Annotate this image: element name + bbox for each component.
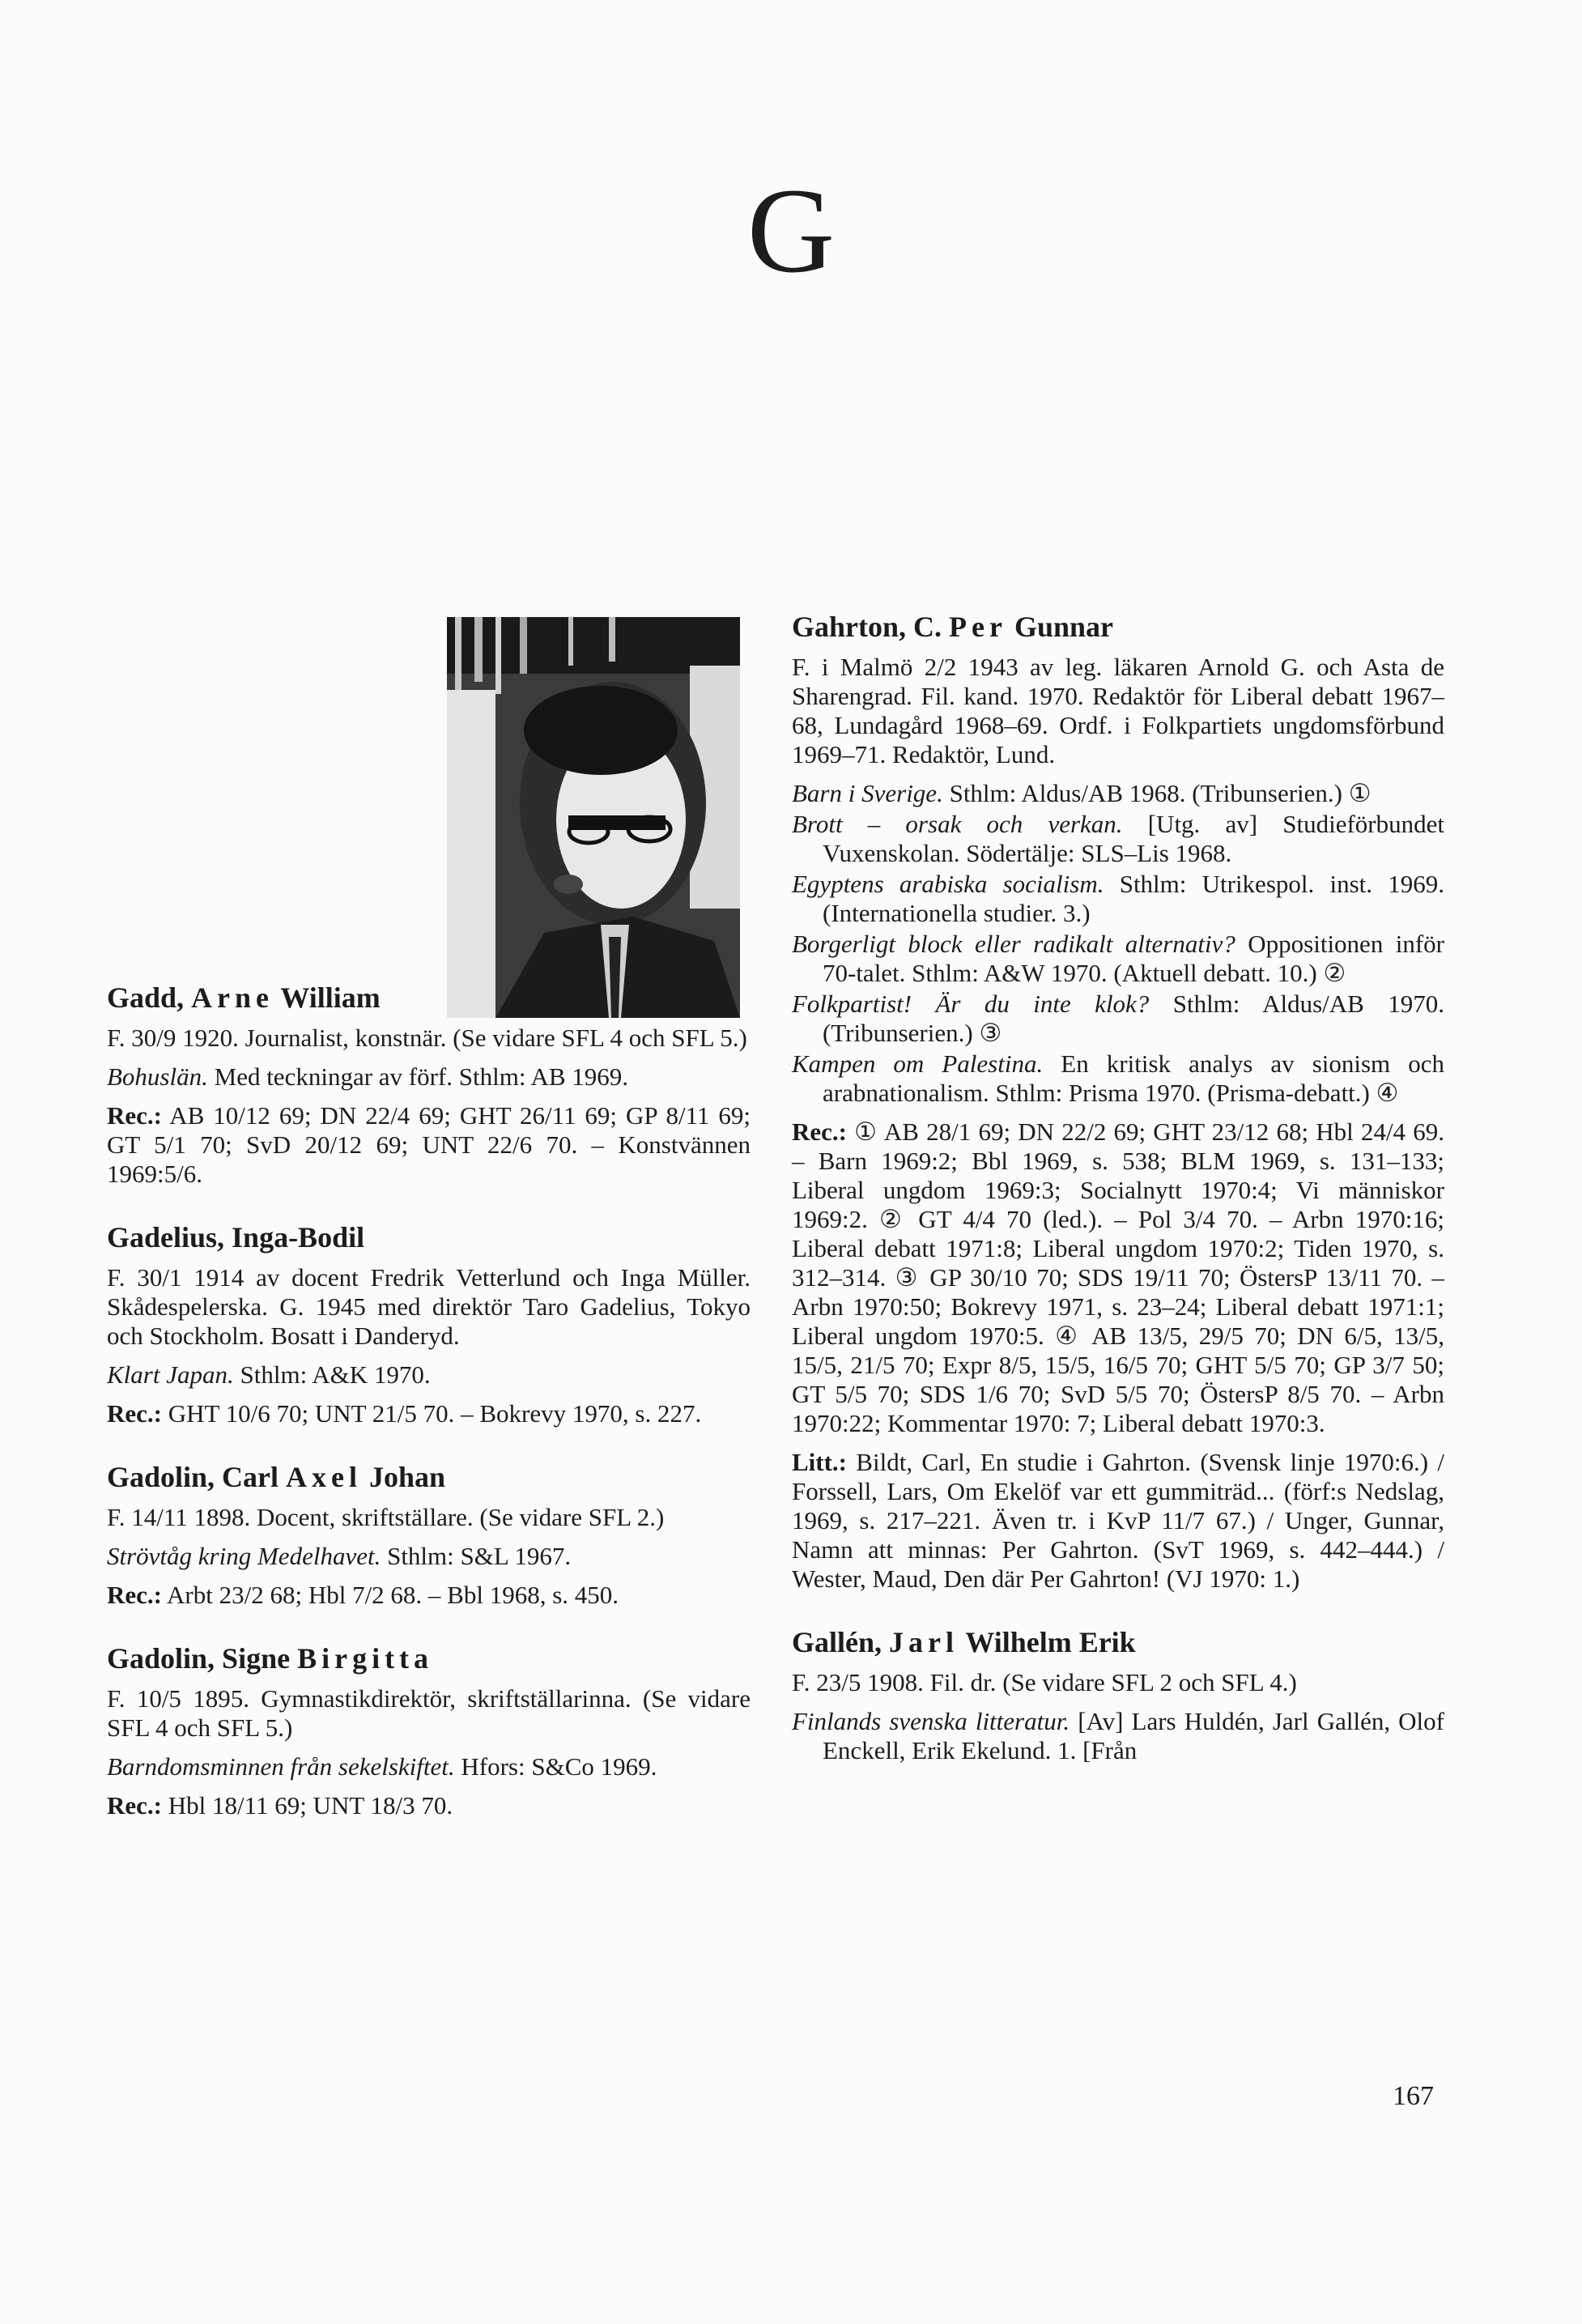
entry-heading bbox=[107, 1459, 751, 1495]
work-title: Kampen om Palestina. bbox=[792, 1049, 1044, 1078]
work-details: Med teckningar av förf. Sthlm: AB 1969. bbox=[207, 1062, 629, 1091]
entry-name-called: Birgitta bbox=[297, 1642, 434, 1675]
work-details: [Utg. av] Studieförbundet Vuxenskolan. Södertälje: SLS–Lis 1968. bbox=[823, 810, 1444, 867]
entry-reviews bbox=[792, 1117, 1444, 1438]
entry-work bbox=[107, 1752, 751, 1781]
entry-name-surname: Gadolin, Carl bbox=[107, 1461, 287, 1493]
entry-reviews bbox=[107, 1399, 751, 1428]
entry-work bbox=[792, 990, 1444, 1048]
entry-name-rest: Wilhelm Erik bbox=[959, 1626, 1136, 1658]
entry-work bbox=[792, 779, 1444, 808]
entry-work bbox=[107, 1542, 751, 1571]
entry-name-called: Jarl bbox=[889, 1626, 959, 1658]
entry-bio: F. i Malmö 2/2 1943 av leg. läkaren Arnold G. och Asta de Sharengrad. Fil. kand. 1970. Redaktör för Liberal debatt 1967–68, Lundagård 1968–69. Ordf. i Folkpartiets ungdomsförbund 1969–71. Redaktör, Lund. bbox=[792, 653, 1444, 768]
entry-bio: F. 23/5 1908. Fil. dr. (Se vidare SFL 2 och SFL 4.) bbox=[792, 1668, 1297, 1696]
work-details: [Av] Lars Huldén, Jarl Gallén, Olof Enckell, Erik Ekelund. 1. [Från bbox=[823, 1707, 1444, 1764]
reviews-label: Rec.: bbox=[107, 1791, 162, 1820]
entry-gadelius bbox=[107, 1219, 751, 1428]
entry-heading bbox=[792, 609, 1444, 645]
reviews-label: Rec.: bbox=[107, 1581, 162, 1609]
entry-work bbox=[792, 930, 1444, 988]
work-details: Hfors: S&Co 1969. bbox=[454, 1752, 657, 1781]
work-title: Brott – orsak och verkan. bbox=[792, 810, 1123, 838]
entry-name-called: Arne bbox=[191, 981, 274, 1014]
left-column bbox=[107, 980, 751, 1851]
literature-label: Litt.: bbox=[792, 1448, 848, 1476]
reviews-text: AB 10/12 69; DN 22/4 69; GHT 26/11 69; GP 8/11 69; GT 5/1 70; SvD 20/12 69; UNT 22/6 70. – Konstvännen 1969:5/6. bbox=[107, 1101, 751, 1188]
entry-reviews bbox=[107, 1791, 751, 1820]
entry-name-rest: Gunnar bbox=[1006, 611, 1114, 643]
entry-name-surname: Gadd, bbox=[107, 981, 192, 1014]
entry-gallen bbox=[792, 1624, 1444, 1765]
section-letter: G bbox=[746, 164, 836, 298]
work-details: En kritisk analys av sionism och arabnationalism. Sthlm: Prisma 1970. (Prisma-debatt.) ④ bbox=[823, 1049, 1445, 1107]
work-details: Oppositionen inför 70-talet. Sthlm: A&W 1970. (Aktuell debatt. 10.) ② bbox=[823, 930, 1444, 987]
entry-gadd bbox=[107, 980, 751, 1189]
entry-bio: F. 10/5 1895. Gymnastikdirektör, skriftställarinna. (Se vidare SFL 4 och SFL 5.) bbox=[107, 1684, 751, 1742]
entry-work bbox=[107, 1062, 751, 1092]
work-title: Egyptens arabiska socialism. bbox=[792, 870, 1104, 898]
entry-work bbox=[107, 1360, 751, 1390]
entry-work bbox=[792, 810, 1444, 868]
entry-name-surname: Gadolin, Signe bbox=[107, 1642, 298, 1675]
entry-heading bbox=[107, 1641, 751, 1676]
work-title: Barn i Sverige. bbox=[792, 779, 943, 807]
entry-gahrton bbox=[792, 609, 1444, 1594]
reviews-text: Hbl 18/11 69; UNT 18/3 70. bbox=[161, 1791, 453, 1820]
work-title: Klart Japan. bbox=[107, 1360, 234, 1389]
entry-name-called: Axel bbox=[286, 1461, 363, 1493]
right-column bbox=[792, 609, 1444, 1796]
reviews-label: Rec.: bbox=[792, 1117, 847, 1146]
entry-bio: F. 30/9 1920. Journalist, konstnär. (Se vidare SFL 4 och SFL 5.) bbox=[107, 1024, 747, 1052]
work-title: Barndomsminnen från sekelskiftet. bbox=[107, 1752, 455, 1781]
reviews-text: GHT 10/6 70; UNT 21/5 70. – Bokrevy 1970, s. 227. bbox=[161, 1399, 702, 1428]
entry-work bbox=[792, 1049, 1444, 1108]
entry-name-called: Per bbox=[949, 611, 1007, 643]
entry-name-surname: Gallén, bbox=[792, 1626, 890, 1658]
work-title: Folkpartist! Är du inte klok? bbox=[792, 990, 1150, 1018]
work-title: Borgerligt block eller radikalt alternativ? bbox=[792, 930, 1235, 958]
entry-bio: F. 30/1 1914 av docent Fredrik Vetterlund och Inga Müller. Skådespelerska. G. 1945 med direktör Taro Gadelius, Tokyo och Stockholm. Bosatt i Danderyd. bbox=[107, 1263, 751, 1350]
reviews-text: ① AB 28/1 69; DN 22/2 69; GHT 23/12 68; Hbl 24/4 69. – Barn 1969:2; Bbl 1969, s. 538; BLM 1969, s. 131–133; Liberal ungdom 1969:3; Socialnytt 1970:4; Vi människor 1969:2. ② GT 4/4 70 (led.). – Pol 3/4 70. – Arbn 1970:16; Liberal debatt 1971:8; Liberal ungdom 1970:2; Tiden 1970, s. 312–314. ③ GP 30/10 70; SDS 19/11 70; ÖstersP 13/11 70. – Arbn 1970:50; Bokrevy 1971, s. 23–24; Liberal debatt 1971:1; Liberal ungdom 1970:5. ④ AB 13/5, 29/5 70; DN 6/5, 13/5, 15/5, 21/5 70; Expr 8/5, 15/5, 16/5 70; GHT 5/5 70; GP 3/7 50; GT 5/5 70; SDS 1/6 70; SvD 5/5 70; ÖstersP 8/5 70. – Arbn 1970:22; Kommentar 1970: 7; Liberal debatt 1970:3. bbox=[792, 1117, 1444, 1437]
entry-heading bbox=[107, 1219, 751, 1255]
work-details: Sthlm: Utrikespol. inst. 1969. (Internationella studier. 3.) bbox=[823, 870, 1444, 927]
entry-gadolin-axel bbox=[107, 1459, 751, 1610]
work-details: Sthlm: Aldus/AB 1968. (Tribunserien.) ① bbox=[942, 779, 1371, 807]
entry-name-surname: Gadelius, Inga-Bodil bbox=[107, 1221, 365, 1254]
entry-name-rest: William bbox=[274, 981, 381, 1014]
reviews-label: Rec.: bbox=[107, 1101, 162, 1130]
entry-reviews bbox=[107, 1581, 751, 1610]
entry-name-surname: Gahrton, C. bbox=[792, 611, 950, 643]
work-details: Sthlm: S&L 1967. bbox=[381, 1542, 572, 1570]
entry-gadolin-birgitta bbox=[107, 1641, 751, 1820]
work-details: Sthlm: Aldus/AB 1970. (Tribunserien.) ③ bbox=[823, 990, 1444, 1047]
entry-literature bbox=[792, 1448, 1444, 1594]
entry-reviews bbox=[107, 1101, 751, 1189]
author-portrait-photo bbox=[447, 617, 740, 1018]
entry-work bbox=[792, 870, 1444, 928]
work-title: Bohuslän. bbox=[107, 1062, 208, 1091]
work-title: Strövtåg kring Medelhavet. bbox=[107, 1542, 381, 1570]
entry-heading bbox=[792, 1624, 1444, 1660]
page-number: 167 bbox=[1393, 2081, 1434, 2111]
entry-heading bbox=[107, 980, 751, 1015]
reviews-text: Arbt 23/2 68; Hbl 7/2 68. – Bbl 1968, s. 450. bbox=[161, 1581, 619, 1609]
reviews-label: Rec.: bbox=[107, 1399, 162, 1428]
work-title: Finlands svenska litteratur. bbox=[792, 1707, 1070, 1735]
entry-bio: F. 14/11 1898. Docent, skriftställare. (Se vidare SFL 2.) bbox=[107, 1503, 665, 1531]
literature-text: Bildt, Carl, En studie i Gahrton. (Svensk linje 1970:6.) / Forssell, Lars, Om Ekelöf var ett gummiträd... (förf:s Nedslag, 1969, s. 217–221. Även tr. i KvP 11/7 67.) / Unger, Gunnar, Namn att minnas: Per Gahrton. (SvT 1969, s. 442–444.) / Wester, Maud, Den där Per Gahrton! (VJ 1970: 1.) bbox=[792, 1448, 1444, 1593]
work-details: Sthlm: A&K 1970. bbox=[233, 1360, 431, 1389]
entry-name-rest: Johan bbox=[362, 1461, 446, 1493]
entry-work bbox=[792, 1707, 1444, 1765]
